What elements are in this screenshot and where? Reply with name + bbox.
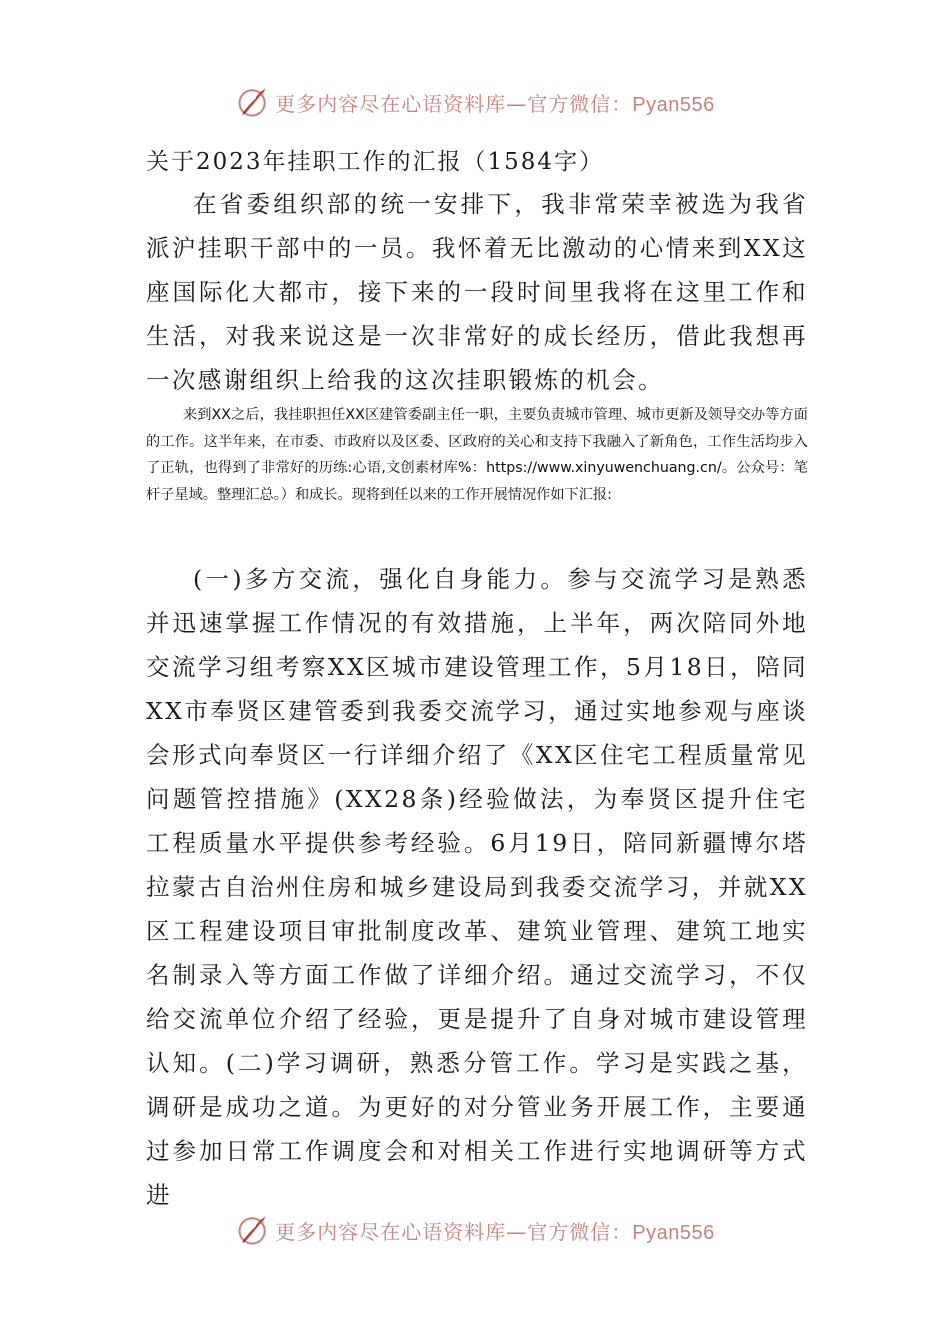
- quill-pen-circle-icon: [235, 1212, 271, 1248]
- paragraph-intro: 在省委组织部的统一安排下，我非常荣幸被选为我省派沪挂职干部中的一员。我怀着无比激动的心情来到XX这座国际化大都市，接下来的一段时间里我将在这里工作和生活，对我来说这是一次非常好的成长经历，借此我想再一次感谢组织上给我的这次挂职锻炼的机会。: [146, 190, 808, 394]
- document-title: 关于2023年挂职工作的汇报（1584字）: [146, 149, 605, 175]
- banner-wechat-handle: Pyan556: [632, 1221, 715, 1244]
- banner-wechat-handle: Pyan556: [632, 93, 715, 116]
- footer-watermark-banner: [0, 1208, 950, 1252]
- header-banner-text: [275, 88, 714, 117]
- paragraph-position: 来到XX之后，我挂职担任XX区建管委副主任一职，主要负责城市管理、城市更新及领导交办等方面的工作。这半年来，在市委、市政府以及区委、区政府的关心和支持下我融入了新角色，工作生活均步入了正轨，也得到了非常好的历练:心语,文创素材库%：https://www.xinyuwenchuang.cn/。公众号：笔杆子星域。整理汇总。）和成长。现将到任以来的工作开展情况作如下汇报:: [146, 407, 808, 503]
- header-watermark-banner: [0, 80, 950, 124]
- banner-slogan: 更多内容尽在心语资料库—官方微信：: [275, 91, 633, 116]
- header-banner-content: [235, 84, 714, 120]
- quill-pen-circle-icon: [235, 84, 271, 120]
- banner-slogan: 更多内容尽在心语资料库—官方微信：: [275, 1219, 633, 1244]
- footer-banner-content: [235, 1212, 714, 1248]
- footer-banner-text: [275, 1216, 714, 1245]
- paragraph-exchange-study: (一)多方交流，强化自身能力。参与交流学习是熟悉并迅速掌握工作情况的有效措施，上半年，两次陪同外地交流学习组考察XX区城市建设管理工作，5月18日，陪同XX市奉贤区建管委到我委交流学习，通过实地参观与座谈会形式向奉贤区一行详细介绍了《XX区住宅工程质量常见问题管控措施》(XX28条)经验做法，为奉贤区提升住宅工程质量水平提供参考经验。6月19日，陪同新疆博尔塔拉蒙古自治州住房和城乡建设局到我委交流学习，并就XX区工程建设项目审批制度改革、建筑业管理、建筑工地实名制录入等方面工作做了详细介绍。通过交流学习，不仅给交流单位介绍了经验，更是提升了自身对城市建设管理认知。(二)学习调研，熟悉分管工作。学习是实践之基，调研是成功之道。为更好的对分管业务开展工作，主要通过参加日常工作调度会和对相关工作进行实地调研等方式进: [146, 565, 808, 1209]
